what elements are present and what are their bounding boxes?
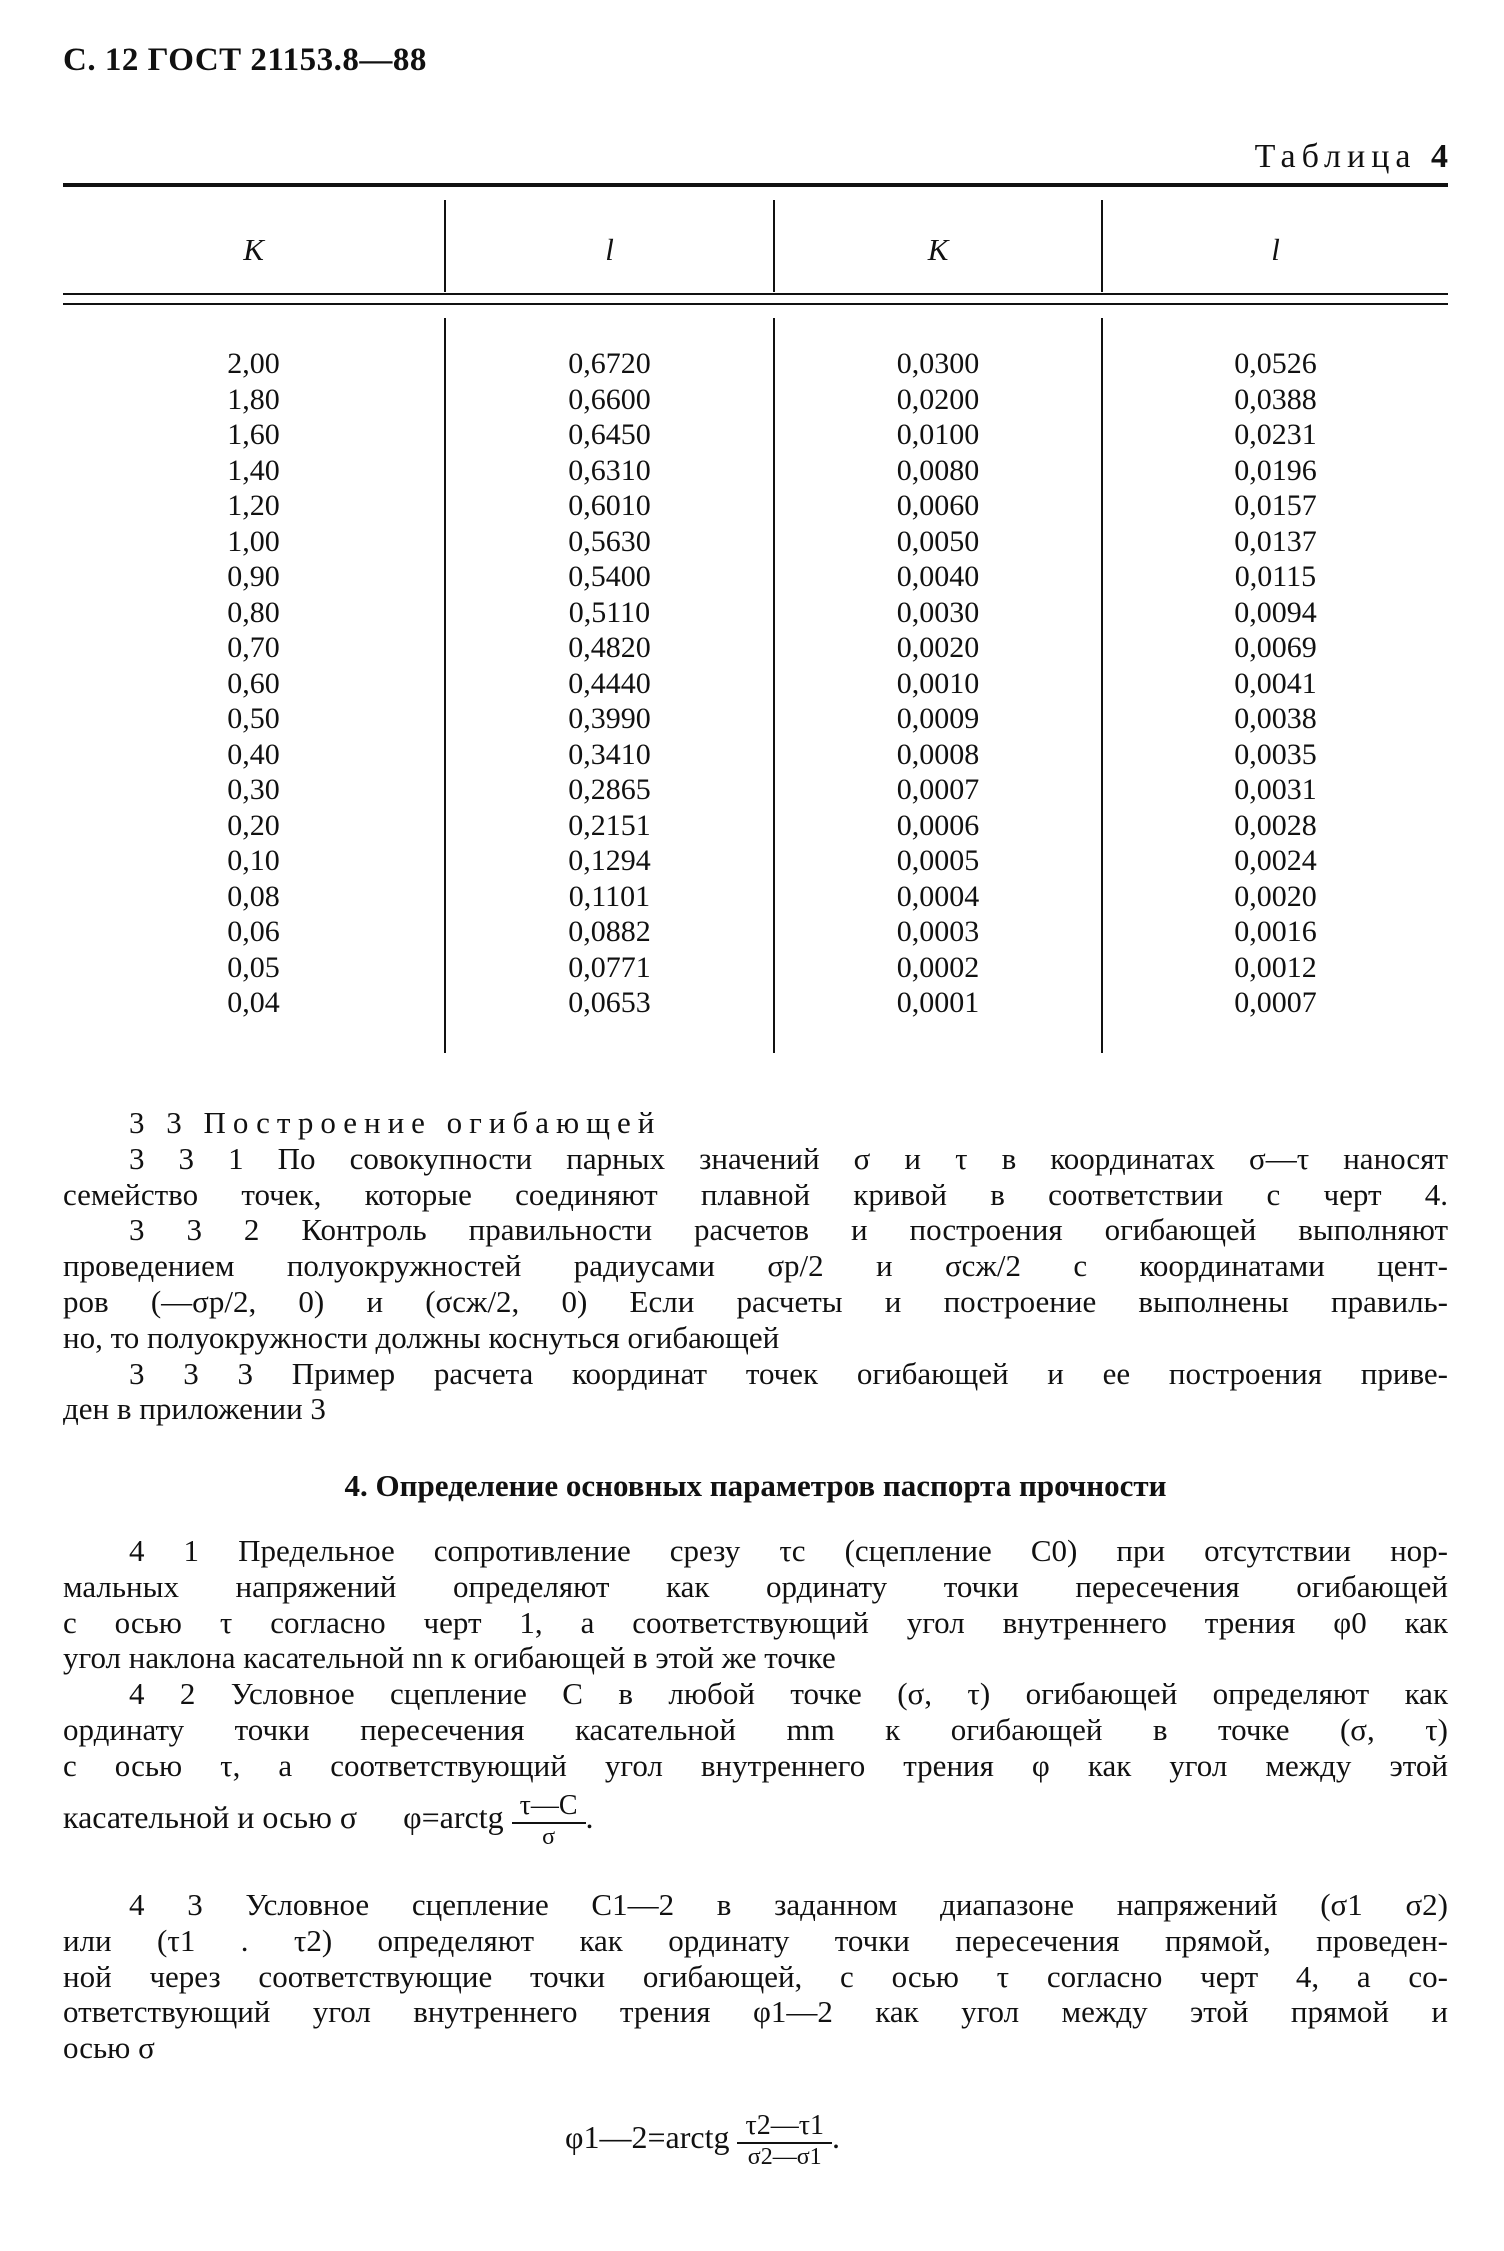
para-3-3-2-line-4: но, то полуокружности должны коснуться огибающей [63,1319,780,1355]
formula-4-2: касательной и осью σ φ=arctg $\frac{\tau—C}{\sigma}$ . [63,1790,594,1850]
table-column-k-1 [63,346,444,1021]
para-4-3-line-2: или (τ1 . τ2) определяют как ординату точки пересечения прямой, проведен- [63,1922,1448,1958]
section-4-3 [63,1887,1448,2066]
table-cell: 0,0004 [896,879,980,913]
table-cell: 0,0010 [896,666,980,700]
table-cell: 0,1101 [568,879,651,913]
para-4-1-line-4: угол наклона касательной nn к огибающей в этой же точке [63,1640,836,1676]
section-4-paragraphs [63,1533,1448,1784]
section-4-title: 4. Определение основных параметров паспорта прочности [344,1468,1167,1503]
table-cell: 0,2865 [568,773,651,806]
table-cell: 0,70 [227,631,280,664]
para-3-3-1-line-2: семейство точек, которые соединяют плавной кривой в соответствии с черт 4. [63,1176,1448,1212]
table-cell: 0,40 [227,737,280,771]
table-cell: 0,3990 [568,702,651,735]
table-cell: 0,0001 [896,986,980,1019]
table-header-rule-2 [63,303,1448,305]
table-cell: 0,0300 [896,347,980,380]
para-4-2-line-2: ординату точки пересечения касательной mm к огибающей в точке (σ, τ) [63,1711,1448,1747]
table-cell: 0,5630 [568,524,651,558]
table-column-k-2 [775,346,1101,1021]
table-cell: 0,0115 [1234,560,1317,593]
formula-4-3: φ1—2=arctg $\frac{\tau 2—\tau 1}{\sigma 2—\sigma 1}$ . [565,2110,840,2170]
table-cell: 0,6010 [568,489,651,522]
para-4-3-line-4: ответствующий угол внутреннего трения φ1—2 как угол между этой прямой и [63,1994,1448,2030]
table-cell: 0,0653 [568,986,651,1019]
table-cell: 0,05 [227,950,280,984]
para-4-2-line-1: 4 2 Условное сцепление C в любой точке (σ, τ) огибающей определяют как [129,1676,1448,1712]
table-cell: 0,0196 [1234,453,1317,487]
page-header: С. 12 ГОСТ 21153.8—88 [63,42,427,78]
table-cell: 0,0094 [1234,595,1317,629]
table-cell: 0,0526 [1234,347,1317,380]
para-3-3-2-line-3: ров (—σр/2, 0) и (σсж/2, 0) Если расчеты и построение выполнены правиль- [63,1283,1448,1319]
table-cell: 0,0007 [1234,986,1317,1019]
table-cell: 1,60 [227,418,280,451]
table-cell: 0,0388 [1234,382,1317,416]
table-caption-number: 4 [1431,138,1448,175]
formula-4-2-lhs: φ=arctg [403,1798,504,1835]
para-4-1-line-3: с осью τ согласно черт 1, а соответствующий угол внутреннего трения φ0 как [63,1604,1448,1640]
table-cell: 0,0016 [1234,915,1317,948]
formula-4-3-numerator: τ2—τ1 [737,2110,832,2144]
table-cell: 0,0100 [896,418,980,451]
table-cell: 0,4440 [568,666,651,700]
table-cell: 0,0050 [896,524,980,558]
table-cell: 0,0771 [568,950,651,984]
para-3-3-1-line-1: 3 3 1 По совокупности парных значений σ и τ в координатах σ—τ наносят [129,1140,1448,1176]
formula-4-2-fraction [512,1790,586,1851]
para-3-3-3-line-1: 3 3 3 Пример расчета координат точек огибающей и ее построения приве- [129,1355,1448,1391]
table-cell: 0,3410 [568,737,651,771]
table-cell: 0,20 [227,808,280,842]
table-cell: 0,0041 [1234,666,1317,700]
para-3-3-3-line-2: ден в приложении 3 [63,1391,326,1427]
table-cell: 0,80 [227,595,280,629]
table-cell: 0,0008 [896,737,980,771]
table-cell: 0,6450 [568,418,651,451]
table-cell: 0,6310 [568,453,651,487]
table-header-k-2: К [927,232,949,267]
table-column-l-1 [446,346,773,1021]
table-cell: 0,0031 [1234,773,1317,806]
table-cell: 0,0060 [896,489,980,522]
table-cell: 1,80 [227,382,280,416]
table-cell: 0,0028 [1234,808,1317,842]
table-cell: 0,4820 [568,631,651,664]
para-4-3-line-3: ной через соответствующие точки огибающей, с осью τ согласно черт 4, а со- [63,1958,1448,1994]
table-caption-word: Таблица [1254,138,1417,175]
section-3-3-title: 3 3 Построение огибающей [129,1105,662,1140]
formula-4-3-denominator: σ2—σ1 [747,2144,822,2170]
table-cell: 0,0231 [1234,418,1317,451]
table-cell: 0,0157 [1234,489,1317,522]
table-cell: 0,1294 [568,844,651,877]
formula-4-2-prefix: касательной и осью σ [63,1798,358,1835]
para-4-1-line-1: 4 1 Предельное сопротивление срезу τс (сцепление C0) при отсутствии нор- [129,1533,1448,1568]
formula-4-2-denominator: σ [542,1824,556,1850]
table-cell: 1,00 [227,524,280,558]
para-4-2-line-3: с осью τ, а соответствующий угол внутреннего трения φ как угол между этой [63,1747,1448,1783]
table-cell: 0,0030 [896,595,980,629]
table-cell: 0,0069 [1234,631,1317,664]
table-cell: 0,60 [227,666,280,700]
table-cell: 0,0200 [896,382,980,416]
section-3-3 [63,1105,1448,1427]
table-cell: 0,0003 [896,915,980,948]
table-header-rule-1 [63,293,1448,295]
table-cell: 1,40 [227,453,280,487]
formula-4-2-numerator: τ—C [512,1790,586,1824]
table-cell: 0,06 [227,915,280,948]
table-cell: 0,0038 [1234,702,1317,735]
formula-4-3-lhs: φ1—2=arctg [565,2118,730,2155]
table-cell: 0,04 [227,986,280,1019]
table-cell: 0,0035 [1234,737,1317,771]
table-cell: 0,0005 [896,844,980,877]
table-cell: 0,0007 [896,773,980,806]
table-cell: 0,0882 [568,915,651,948]
para-4-1-line-2: мальных напряжений определяют как ординату точки пересечения огибающей [63,1568,1448,1604]
table-cell: 0,6720 [568,347,651,380]
table-cell: 0,08 [227,879,280,913]
table-caption [1255,138,1448,176]
table-cell: 1,20 [227,489,280,522]
para-4-3-line-1: 4 3 Условное сцепление C1—2 в заданном диапазоне напряжений (σ1 σ2) [129,1887,1448,1922]
table-cell: 0,0137 [1234,524,1317,558]
table-cell: 0,10 [227,844,280,877]
table-cell: 0,6600 [568,382,651,416]
table-cell: 0,5400 [568,560,651,593]
table-cell: 0,0040 [896,560,980,593]
para-3-3-2-line-1: 3 3 2 Контроль правильности расчетов и построения огибающей выполняют [129,1212,1448,1248]
table-cell: 0,0009 [896,702,980,735]
table-cell: 0,0080 [896,453,980,487]
table-header-k-1: К [243,232,264,267]
table-cell: 0,30 [227,773,280,806]
para-4-3-line-5: осью σ [63,2030,155,2066]
table-cell: 0,5110 [568,595,651,629]
table-column-l-2 [1103,346,1448,1021]
table-cell: 0,0006 [896,808,980,842]
table-cell: 2,00 [227,347,280,380]
table-cell: 0,2151 [568,808,651,842]
table-cell: 0,90 [227,560,280,593]
table-cell: 0,0002 [896,950,980,984]
table-top-rule [63,183,1448,187]
table-cell: 0,0020 [1234,879,1317,913]
table-cell: 0,0020 [896,631,980,664]
table-cell: 0,0012 [1234,950,1317,984]
table-header-l-1: l [605,232,614,267]
table-cell: 0,50 [227,702,280,735]
formula-4-3-fraction [737,2110,832,2171]
table-header-l-2: l [1271,232,1280,267]
table-cell: 0,0024 [1234,844,1317,877]
para-3-3-2-line-2: проведением полуокружностей радиусами σр/2 и σсж/2 с координатами цент- [63,1248,1448,1284]
